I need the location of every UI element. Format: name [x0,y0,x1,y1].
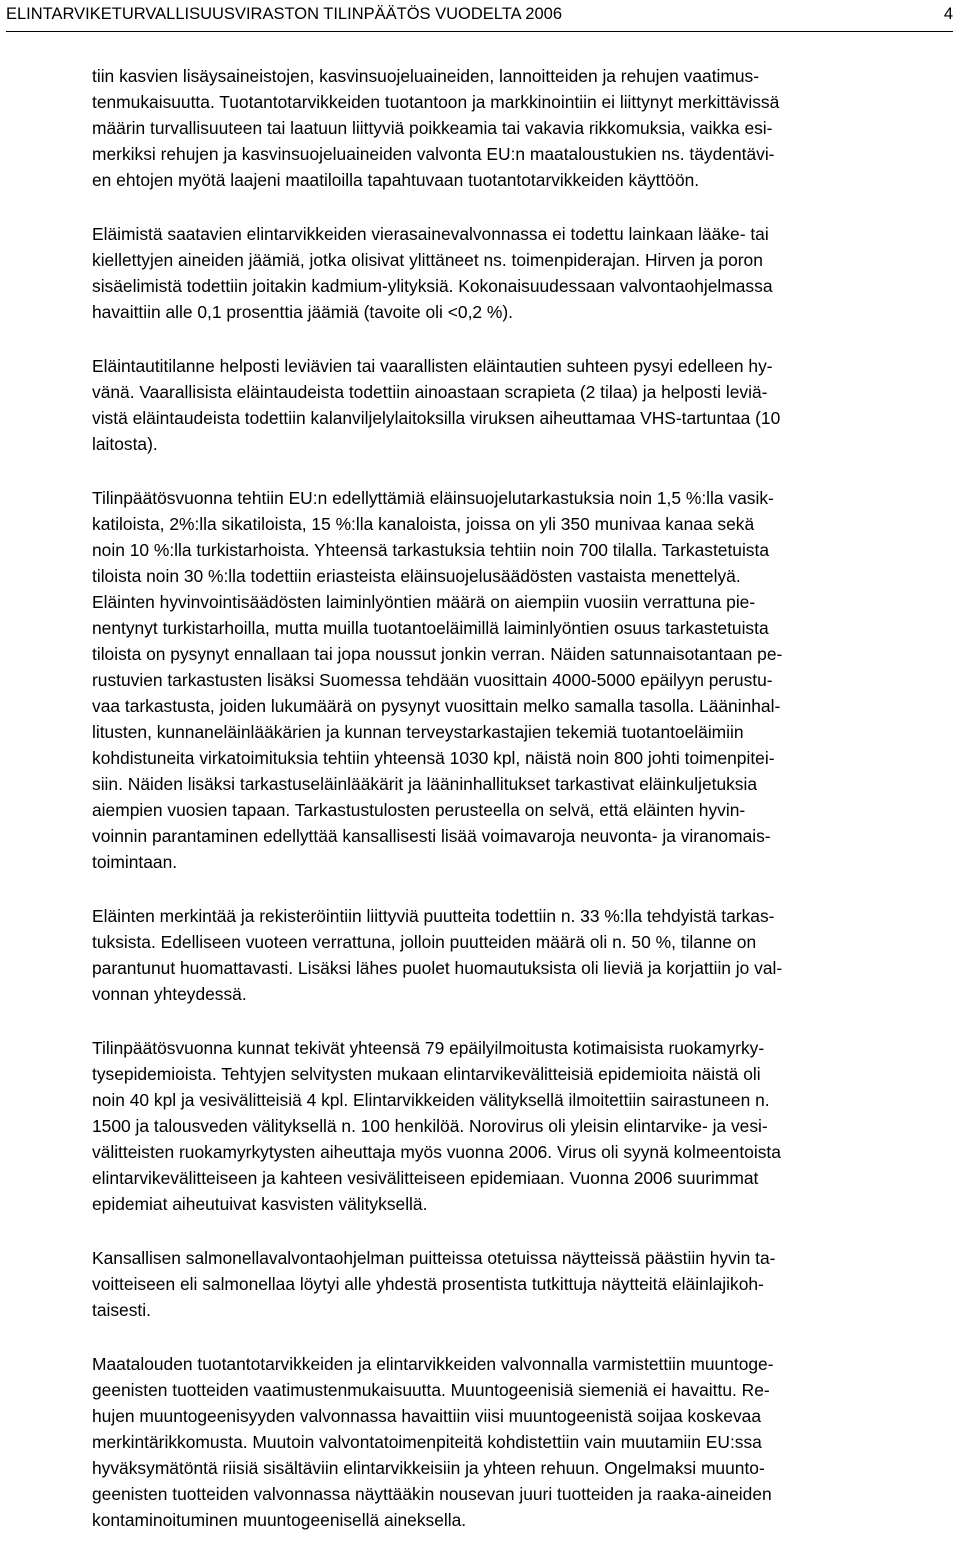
text-line: kiellettyjen aineiden jäämiä, jotka olisivat ylittäneet ns. toimenpiderajan. Hirven ja poron [92,250,763,270]
paragraph [92,903,954,1007]
paragraph [92,1351,954,1533]
text-line: en ehtojen myötä laajeni maatiloilla tapahtuvaan tuotantotarvikkeiden käyttöön. [92,170,700,190]
text-line: voitteiseen eli salmonellaa löytyi alle yhdestä prosentista tutkittuja näytteitä eläinlajikoh- [92,1274,764,1294]
text-line: 1500 ja talousveden välityksellä n. 100 henkilöä. Norovirus oli yleisin elintarvike- ja vesi- [92,1116,768,1136]
text-line: noin 40 kpl ja vesivälitteisiä 4 kpl. Elintarvikkeiden välityksellä ilmoitettiin sairastuneen n. [92,1090,770,1110]
text-line: tenmukaisuutta. Tuotantotarvikkeiden tuotantoon ja markkinointiin ei liittynyt merkittävissä [92,92,780,112]
text-line: siin. Näiden lisäksi tarkastuseläinlääkärit ja lääninhallitukset tarkastivat eläinkuljetuksia [92,774,758,794]
text-line: kohdistuneita virkatoimituksia tehtiin yhteensä 1030 kpl, näistä noin 800 johti toimenpitei- [92,748,775,768]
text-line: taisesti. [92,1300,151,1320]
text-line: katiloista, 2%:lla sikatiloista, 15 %:lla kanaloista, joissa on yli 350 munivaa kanaa sekä [92,514,755,534]
text-line: hyväksymätöntä riisiä sisältäviin elintarvikkeisiin ja yhteen rehuun. Ongelmaksi muunto- [92,1458,765,1478]
text-line: välitteisten ruokamyrkytysten aiheuttaja myös vuonna 2006. Virus oli syynä kolmeentoista [92,1142,781,1162]
text-line: toimintaan. [92,852,178,872]
text-line: epidemiat aiheutuivat kasvisten välityksellä. [92,1194,428,1214]
text-line: vaa tarkastusta, joiden lukumäärä on pysynyt vuosittain melko samalla tasolla. Lääninhal- [92,696,781,716]
page-header [6,0,953,32]
text-line: Eläintautitilanne helposti leviävien tai vaarallisten eläintautien suhteen pysyi edelleen hy- [92,356,773,376]
text-line: Maatalouden tuotantotarvikkeiden ja elintarvikkeiden valvonnalla varmistettiin muuntoge- [92,1354,774,1374]
text-line: määrin turvallisuuteen tai laatuun liittyviä poikkeamia tai vakavia rikkomuksia, vaikka esi- [92,118,773,138]
text-line: tuksista. Edelliseen vuoteen verrattuna, jolloin puutteiden määrä oli n. 50 %, tilanne on [92,932,757,952]
text-line: vistä eläintaudeista todettiin kalanviljelylaitoksilla viruksen aiheuttamaa VHS-tartuntaa (10 [92,408,781,428]
text-line: tiloista noin 30 %:lla todettiin eriasteista eläinsuojelusäädösten vastaista menettelyä. [92,566,741,586]
text-line: Tilinpäätösvuonna tehtiin EU:n edellyttämiä eläinsuojelutarkastuksia noin 1,5 %:lla vasik- [92,488,774,508]
text-line: hujen muuntogeenisyyden valvonnassa havaittiin viisi muuntogeenistä soijaa koskevaa [92,1406,761,1426]
text-line: kontaminoituminen muuntogeenisellä aineksella. [92,1510,467,1530]
text-line: Eläinten hyvinvointisäädösten laiminlyöntien määrä on aiempiin vuosiin verrattuna pie- [92,592,756,612]
document-body [92,63,954,1561]
text-line: Kansallisen salmonellavalvontaohjelman puitteissa otetuissa näytteissä päästiin hyvin ta- [92,1248,776,1268]
text-line: parantunut huomattavasti. Lisäksi lähes puolet huomautuksista oli lieviä ja korjattiin jo val- [92,958,783,978]
document-title: ELINTARVIKETURVALLISUUSVIRASTON TILINPÄÄTÖS VUODELTA 2006 [6,5,562,23]
text-line: Eläimistä saatavien elintarvikkeiden vierasainevalvonnassa ei todettu lainkaan lääke- tai [92,224,769,244]
text-line: rustuvien tarkastusten lisäksi Suomessa tehdään vuosittain 4000-5000 epäilyyn perustu- [92,670,773,690]
paragraph [92,1245,954,1323]
paragraph [92,485,954,875]
text-line: vonnan yhteydessä. [92,984,247,1004]
page-number: 4 [943,5,953,23]
text-line: tiin kasvien lisäysaineistojen, kasvinsuojeluaineiden, lannoitteiden ja rehujen vaatimus- [92,66,760,86]
text-line: geenisten tuotteiden vaatimustenmukaisuutta. Muuntogeenisiä siemeniä ei havaittu. Re- [92,1380,770,1400]
text-line: merkintärikkomusta. Muutoin valvontatoimenpiteitä kohdistettiin vain muutamiin EU:ssa [92,1432,762,1452]
text-line: laitosta). [92,434,158,454]
text-line: nentynyt turkistarhoilla, mutta muilla tuotantoeläimillä laiminlyöntien osuus tarkastetuista [92,618,769,638]
paragraph [92,353,954,457]
paragraph [92,1035,954,1217]
text-line: geenisten tuotteiden valvonnassa näyttääkin nousevan juuri tuotteiden ja raaka-aineiden [92,1484,772,1504]
text-line: havaittiin alle 0,1 prosenttia jäämiä (tavoite oli <0,2 %). [92,302,513,322]
text-line: Tilinpäätösvuonna kunnat tekivät yhteensä 79 epäilyilmoitusta kotimaisista ruokamyrky- [92,1038,765,1058]
text-line: sisäelimistä todettiin joitakin kadmium-ylityksiä. Kokonaisuudessaan valvontaohjelmassa [92,276,773,296]
text-line: merkiksi rehujen ja kasvinsuojeluaineiden valvonta EU:n maataloustukien ns. täydentävi- [92,144,775,164]
paragraph [92,221,954,325]
text-line: Eläinten merkintää ja rekisteröintiin liittyviä puutteita todettiin n. 33 %:lla tehdyistä tarkas- [92,906,775,926]
text-line: aiempien vuosien tapaan. Tarkastustulosten perusteella on selvä, että eläinten hyvin- [92,800,746,820]
text-line: voinnin parantaminen edellyttää kansallisesti lisää voimavaroja neuvonta- ja viranomais- [92,826,771,846]
text-line: tiloista on pysynyt ennallaan tai jopa noussut jonkin verran. Näiden satunnaisotantaan pe- [92,644,783,664]
text-line: vänä. Vaarallisista eläintaudeista todettiin ainoastaan scrapieta (2 tilaa) ja helposti leviä- [92,382,768,402]
text-line: noin 10 %:lla turkistarhoista. Yhteensä tarkastuksia tehtiin noin 700 tilalla. Tarkastetuista [92,540,770,560]
text-line: litusten, kunnaneläinlääkärien ja kunnan terveystarkastajien tekemiä tuotantoeläimiin [92,722,744,742]
paragraph [92,63,954,193]
text-line: tysepidemioista. Tehtyjen selvitysten mukaan elintarvikevälitteisiä epidemioita näistä oli [92,1064,761,1084]
text-line: elintarvikevälitteiseen ja kahteen vesivälitteiseen epidemiaan. Vuonna 2006 suurimmat [92,1168,759,1188]
